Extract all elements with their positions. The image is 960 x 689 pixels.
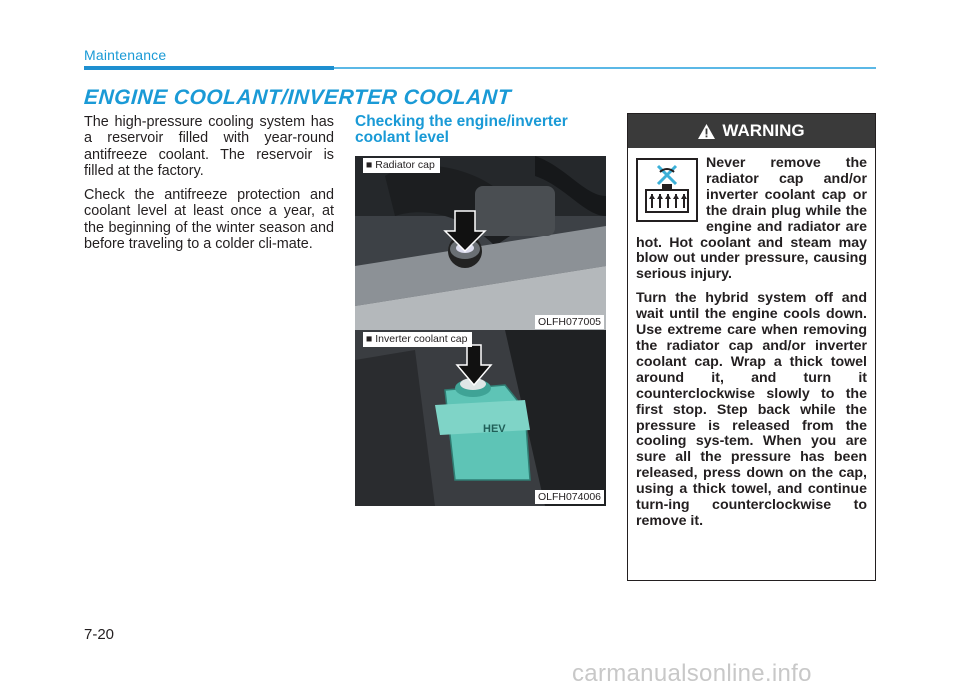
page-title: ENGINE COOLANT/INVERTER COOLANT bbox=[83, 86, 512, 109]
warning-paragraph: Turn the hybrid system off and wait until the engine cools down. Use extreme care when removing the radiator cap and/or inverter coolant cap. Wrap a thick towel around it, and turn it counterclockwise slowly to the first stop. Step back while the pressure is released from the cooling sys-tem. When you are sure all the pressure has been released, press down on the cap, using a thick towel, and continue turn-ing counterclockwise to remove it. bbox=[636, 290, 867, 529]
header-rule bbox=[84, 66, 334, 70]
engine-bay-illustration bbox=[355, 156, 606, 331]
figure-code: OLFH074006 bbox=[535, 490, 604, 504]
hot-coolant-warning-icon bbox=[636, 158, 698, 222]
section-label: Maintenance bbox=[84, 47, 167, 63]
paragraph: The high-pressure cooling system has a reservoir filled with year-round antifreeze coolant. The reservoir is filled at the factory. bbox=[84, 114, 334, 179]
figure-code: OLFH077005 bbox=[535, 315, 604, 329]
paragraph: Check the antifreeze protection and coolant level at least once a year, at the beginning of the winter season and before traveling to a colder cli-mate. bbox=[84, 187, 334, 253]
warning-text bbox=[636, 156, 867, 538]
page-number: 7-20 bbox=[84, 626, 115, 643]
watermark: carmanualsonline.info bbox=[572, 660, 812, 687]
subheading: Checking the engine/inverter coolant level bbox=[355, 113, 568, 146]
warning-box bbox=[627, 113, 876, 581]
warning-triangle-icon bbox=[698, 124, 715, 139]
reservoir-illustration bbox=[355, 330, 606, 506]
warning-header bbox=[628, 114, 875, 148]
warning-paragraph: Never remove the radiator cap and/or inverter coolant cap or the drain plug while the engine and radiator are hot. Hot coolant and steam may blow out under pressure, causing serious injury. bbox=[636, 155, 867, 283]
warning-title: WARNING bbox=[722, 121, 805, 140]
figure-label: ■ Inverter coolant cap bbox=[363, 332, 472, 347]
intro-text bbox=[84, 114, 334, 260]
reservoir-hev-text: HEV bbox=[483, 423, 506, 435]
radiator-cap-photo bbox=[355, 156, 606, 331]
header-rule-light bbox=[334, 67, 876, 69]
inverter-coolant-cap-photo bbox=[355, 330, 606, 506]
figure-label: ■ Radiator cap bbox=[363, 158, 440, 173]
